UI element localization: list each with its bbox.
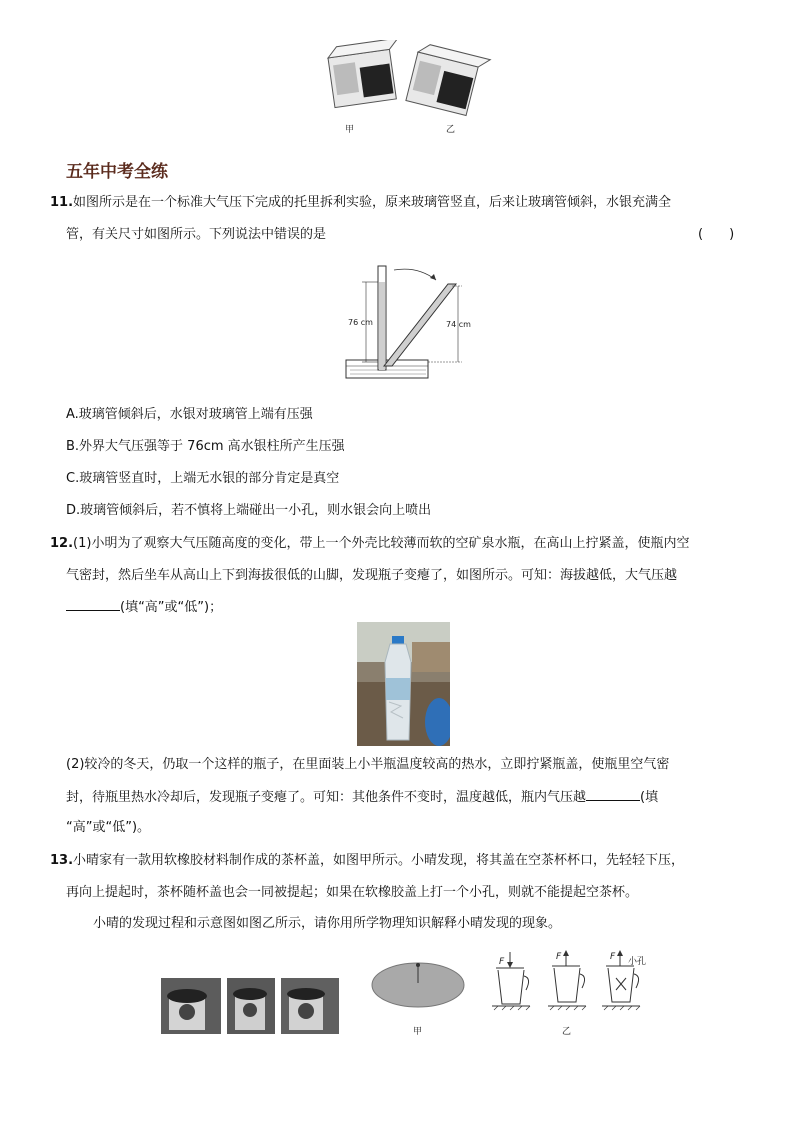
cup-photos <box>161 978 339 1034</box>
rubber-lid-svg <box>370 955 466 1011</box>
q12-part2-line1: (2)较冷的冬天，仍取一个这样的瓶子，在里面装上小半瓶温度较高的热水，立即拧紧瓶盖，使瓶里空气密 <box>66 757 670 772</box>
q13-number: 13. <box>50 853 74 868</box>
bottle-photo <box>357 622 450 746</box>
q11-option-a: A.玻璃管倾斜后，水银对玻璃管上端有压强 <box>66 407 313 422</box>
q13-text-line2: 再向上提起时，茶杯随杯盖也会一同被提起；如果在软橡胶盖上打一个小孔，则就不能提起空茶杯。 <box>66 885 639 900</box>
force-label-3: F <box>610 952 616 962</box>
q12-part1-line2: 气密封，然后坐车从高山上下到海拔很低的山脚，发现瓶子变瘪了，如图所示。可知：海拔越低，大气压越 <box>66 568 678 583</box>
q12-blank-2[interactable] <box>586 790 640 801</box>
q11-option-d: D.玻璃管倾斜后，若不慎将上端碰出一小孔，则水银会向上喷出 <box>66 503 432 518</box>
diagram-label-76cm: 76 cm <box>348 318 373 327</box>
top-figure-label-left: 甲 <box>345 125 355 135</box>
q13-text-line3: 小晴的发现过程和示意图如图乙所示，请你用所学物理知识解释小晴发现的现象。 <box>93 916 562 931</box>
q13-line1 <box>50 854 684 867</box>
cup-photos-svg <box>161 978 339 1034</box>
force-label-2: F <box>556 952 562 962</box>
q11-text-line2: 管，有关尺寸如图所示。下列说法中错误的是 <box>66 227 327 242</box>
q11-option-c: C.玻璃管竖直时，上端无水银的部分肯定是真空 <box>66 471 340 486</box>
top-figure-label-right: 乙 <box>446 125 456 135</box>
force-label-1: F <box>499 957 505 967</box>
q12-part1-line3-text: (填“高”或“低”)； <box>120 600 223 615</box>
q12-part2-line2-text: 封，待瓶里热水冷却后，发现瓶子变瘪了。可知：其他条件不变时，温度越低，瓶内气压越 <box>66 790 587 805</box>
hole-label: 小孔 <box>628 957 647 967</box>
q11-text-line1: 如图所示是在一个标准大气压下完成的托里拆利实验，原来玻璃管竖直，后来让玻璃管倾斜，水银充满全 <box>73 195 672 210</box>
fig-label-yi: 乙 <box>562 1027 572 1037</box>
q12-part2-line3: “高”或“低”)。 <box>66 820 151 835</box>
q12-part1-line1: (1)小明为了观察大气压随高度的变化，带上一个外壳比较薄而软的空矿泉水瓶，在高山上拧紧盖，使瓶内空 <box>73 536 690 551</box>
q12-number: 12. <box>50 536 74 551</box>
top-figure <box>318 40 498 135</box>
bottle-photo-svg <box>357 622 450 746</box>
q13-text-line1: 小晴家有一款用软橡胶材料制作成的茶杯盖，如图甲所示。小晴发现，将其盖在空茶杯杯口，先轻轻下压， <box>73 853 685 868</box>
juice-box-illustration <box>318 40 498 135</box>
q11-number: 11. <box>50 195 74 210</box>
q12-line1 <box>50 537 689 550</box>
q11-line1 <box>50 196 671 209</box>
cup-diagram-lift <box>548 950 586 1010</box>
diagram-label-74cm: 74 cm <box>446 320 471 329</box>
q12-part1-line3 <box>66 600 222 614</box>
q11-answer-paren: ( ) <box>698 227 735 242</box>
section-title: 五年中考全练 <box>66 162 168 182</box>
fig-label-jia: 甲 <box>413 1027 423 1037</box>
q11-option-b: B.外界大气压强等于 76cm 高水银柱所产生压强 <box>66 439 345 454</box>
q12-part2-line2-tail: (填 <box>640 790 659 805</box>
q12-part2-line2 <box>66 790 658 804</box>
cup-diagram-press <box>492 952 530 1010</box>
q12-blank-1[interactable] <box>66 600 120 611</box>
rubber-lid-figure <box>370 955 466 1011</box>
